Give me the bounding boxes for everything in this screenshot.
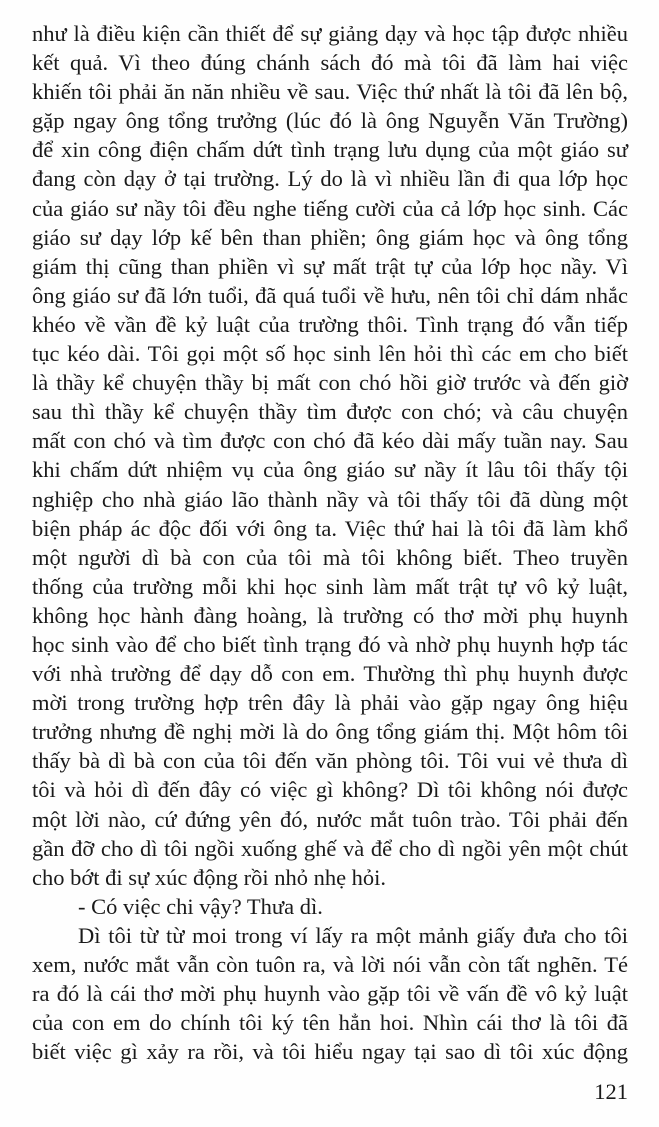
text-line: không học hành đàng hoàng, là trường có thơ mời phụ huynh bbox=[32, 602, 628, 628]
text-line: biết việc gì xảy ra rồi, và tôi hiểu ngay tại sao dì tôi xúc động bbox=[32, 1039, 628, 1065]
text-line: trưởng nhưng đề nghị mời là do ông tổng giám thị. Một hôm tôi bbox=[32, 719, 628, 745]
text-line: đang còn dạy ở tại trường. Lý do là vì nhiều lần đi qua lớp học bbox=[32, 166, 628, 192]
text-line: nghiệp cho nhà giáo lão thành nầy và tôi thấy tôi đã dùng một bbox=[32, 486, 628, 512]
text-line: thống của trường mỗi khi học sinh làm mất trật tự vô kỷ luật, bbox=[32, 573, 628, 599]
paragraph-end-line: cho bớt đi sự xúc động rồi nhỏ nhẹ hỏi. bbox=[32, 864, 387, 890]
text-line: mất con chó và tìm được con chó đã kéo dài mấy tuần nay. Sau bbox=[32, 428, 628, 454]
text-line: sau thì thầy kể chuyện thầy tìm được con chó; và câu chuyện bbox=[32, 399, 628, 425]
text-line: gần đỡ cho dì tôi ngồi xuống ghế và để cho dì ngồi yên một chút bbox=[32, 835, 628, 861]
text-line: tôi và hỏi dì đến đây có việc gì không? Dì tôi không nói được bbox=[32, 777, 628, 803]
page-number: 121 bbox=[594, 1079, 628, 1104]
text-line: ra đó là cái thơ mời phụ huynh vào gặp tôi về vấn đề vô kỷ luật bbox=[32, 981, 628, 1007]
text-line: giám thị cũng than phiền vì sự mất trật tự của lớp học nầy. Vì bbox=[32, 253, 628, 279]
text-line: với nhà trường để dạy dỗ con em. Thường thì phụ huynh được bbox=[32, 661, 628, 687]
text-line: khi chấm dứt nhiệm vụ của ông giáo sư nầy ít lâu tôi thấy tội bbox=[32, 457, 628, 483]
text-line: khiến tôi phải ăn năn nhiều về sau. Việc thứ nhất là tôi đã lên bộ, bbox=[32, 79, 628, 105]
text-line: để xin công điện chấm dứt tình trạng lưu dụng của một giáo sư bbox=[32, 137, 628, 163]
text-line: của giáo sư nầy tôi đều nghe tiếng cười của cả lớp học sinh. Các bbox=[32, 195, 628, 221]
text-line: một người dì bà con của tôi mà tôi không biết. Theo truyền bbox=[32, 544, 628, 570]
text-line: như là điều kiện cần thiết để sự giảng dạy và học tập được nhiều bbox=[32, 21, 628, 46]
text-line: gặp ngay ông tổng trưởng (lúc đó là ông Nguyễn Văn Trường) bbox=[32, 108, 628, 134]
text-line: biện pháp ác độc đối với ông ta. Việc thứ hai là tôi đã làm khổ bbox=[32, 515, 628, 541]
text-line: kết quả. Vì theo đúng chánh sách đó mà tôi đã làm hai việc bbox=[32, 50, 628, 76]
text-line: một lời nào, cứ đứng yên đó, nước mắt tuôn trào. Tôi phải đến bbox=[32, 806, 628, 832]
text-line: xem, nước mắt vẫn còn tuôn ra, và lời nói vẫn còn tất nghẽn. Té bbox=[32, 952, 628, 977]
text-line: của con em do chính tôi ký tên hẳn hoi. Nhìn cái thơ là tôi đã bbox=[32, 1010, 628, 1036]
text-line: thấy bà dì bà con của tôi đến văn phòng tôi. Tôi vui vẻ thưa dì bbox=[32, 748, 628, 774]
text-line: khéo về vần đề kỷ luật của trường thôi. Tình trạng đó vẫn tiếp bbox=[32, 311, 628, 337]
text-line: giáo sư dạy lớp kế bên than phiền; ông giám học và ông tổng bbox=[32, 224, 628, 250]
dialogue-line: - Có việc chi vậy? Thưa dì. bbox=[78, 893, 323, 919]
body-text bbox=[32, 19, 628, 1066]
paragraph-start-line: Dì tôi từ từ moi trong ví lấy ra một mảnh giấy đưa cho tôi bbox=[78, 922, 628, 948]
text-line: mời trong trường hợp trên đây là phải vào gặp ngay ông hiệu bbox=[32, 690, 628, 716]
text-line: học sinh vào để cho biết tình trạng đó và nhờ phụ huynh hợp tác bbox=[32, 631, 628, 657]
text-line: là thầy kể chuyện thầy bị mất con chó hồi giờ trước và đến giờ bbox=[32, 370, 628, 396]
text-line: ông giáo sư đã lớn tuổi, đã quá tuổi về hưu, nên tôi chỉ dám nhắc bbox=[32, 282, 628, 308]
text-line: tục kéo dài. Tôi gọi một số học sinh lên hỏi thì các em cho biết bbox=[32, 341, 628, 367]
